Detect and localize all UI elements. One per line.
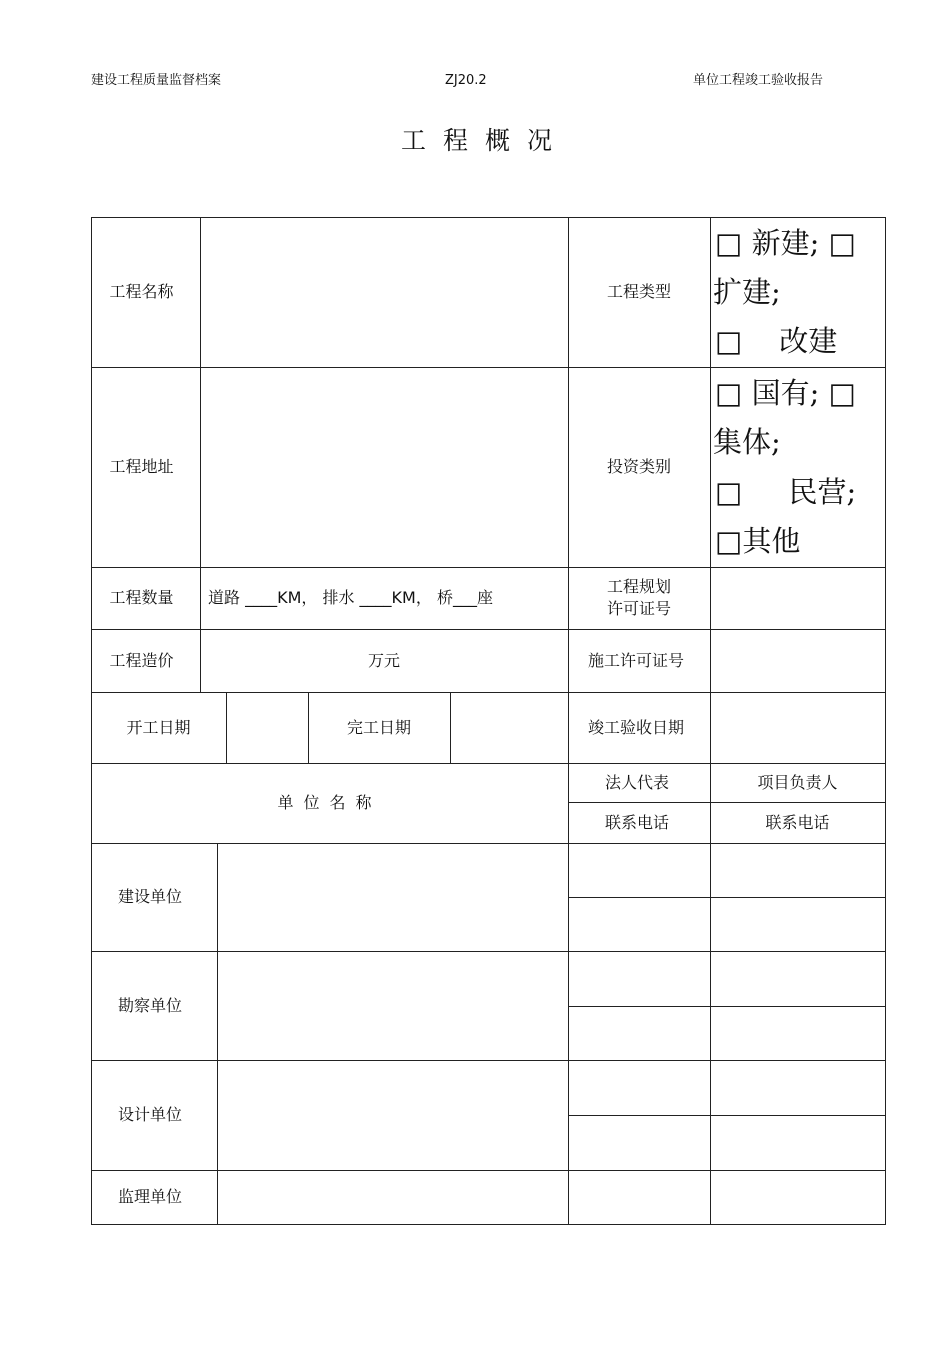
page-title: 工程概况 (400, 126, 569, 155)
start-date-label: 开工日期 (126, 717, 191, 737)
header-left: 建设工程质量监督档案 (91, 73, 222, 88)
unit-label-survey: 勘察单位 (117, 995, 182, 1015)
unit-label-supervision: 监理单位 (117, 1187, 182, 1206)
header-center: ZJ20.2 (445, 73, 487, 88)
unit-field-supervision[interactable] (217, 1170, 568, 1224)
cost-label: 工程造价 (109, 650, 174, 670)
planning-permit-label-line-1: 工程规划 (606, 577, 671, 596)
finish-date-field[interactable] (450, 692, 568, 763)
unit-field-design[interactable] (217, 1060, 568, 1170)
construction-permit-field[interactable] (710, 629, 885, 692)
project-name-field[interactable] (200, 217, 568, 367)
project-name-label: 工程名称 (109, 282, 174, 301)
investment-type-option-line-3[interactable]: □ 民营; (715, 475, 857, 509)
investment-type-option-line-1[interactable]: □ 国有; □ (715, 376, 857, 410)
investment-type-option-line-4[interactable]: □其他 (715, 524, 801, 558)
unit-label-construction: 建设单位 (117, 887, 182, 906)
unit-field-construction[interactable] (217, 843, 568, 951)
quantity-label: 工程数量 (109, 588, 174, 607)
unit-label-design: 设计单位 (117, 1105, 182, 1124)
acceptance-date-field[interactable] (710, 692, 885, 763)
planning-permit-label (568, 567, 710, 629)
project-address-label: 工程地址 (109, 457, 174, 476)
legal-rep-label: 法人代表 (604, 772, 669, 792)
project-type-label: 工程类型 (606, 282, 671, 301)
unit-field-survey[interactable] (217, 951, 568, 1060)
planning-permit-label-line-2: 许可证号 (606, 599, 671, 618)
project-address-field[interactable] (200, 367, 568, 567)
header-right: 单位工程竣工验收报告 (693, 73, 824, 88)
acceptance-date-label: 竣工验收日期 (587, 717, 684, 737)
project-lead-label: 项目负责人 (757, 772, 838, 792)
quantity-field[interactable]: 道路 ____KM， 排水 ____KM， 桥___座 (208, 588, 493, 607)
investment-type-option-line-2[interactable]: 集体; (713, 425, 781, 459)
finish-date-label: 完工日期 (346, 717, 411, 737)
cost-field[interactable]: 万元 (367, 650, 400, 670)
project-type-option-line-2[interactable]: 扩建; (713, 275, 781, 309)
contact-phone-label-left: 联系电话 (604, 812, 669, 832)
start-date-field[interactable] (226, 692, 308, 763)
contact-phone-label-right: 联系电话 (765, 812, 830, 832)
project-type-option-line-1[interactable]: □ 新建; □ (715, 226, 857, 260)
construction-permit-label: 施工许可证号 (587, 650, 684, 670)
planning-permit-field[interactable] (710, 567, 885, 629)
investment-type-label: 投资类别 (606, 457, 671, 476)
project-type-option-line-3[interactable]: □ 改建 (715, 324, 838, 358)
unit-name-header: 单位名称 (277, 793, 382, 812)
